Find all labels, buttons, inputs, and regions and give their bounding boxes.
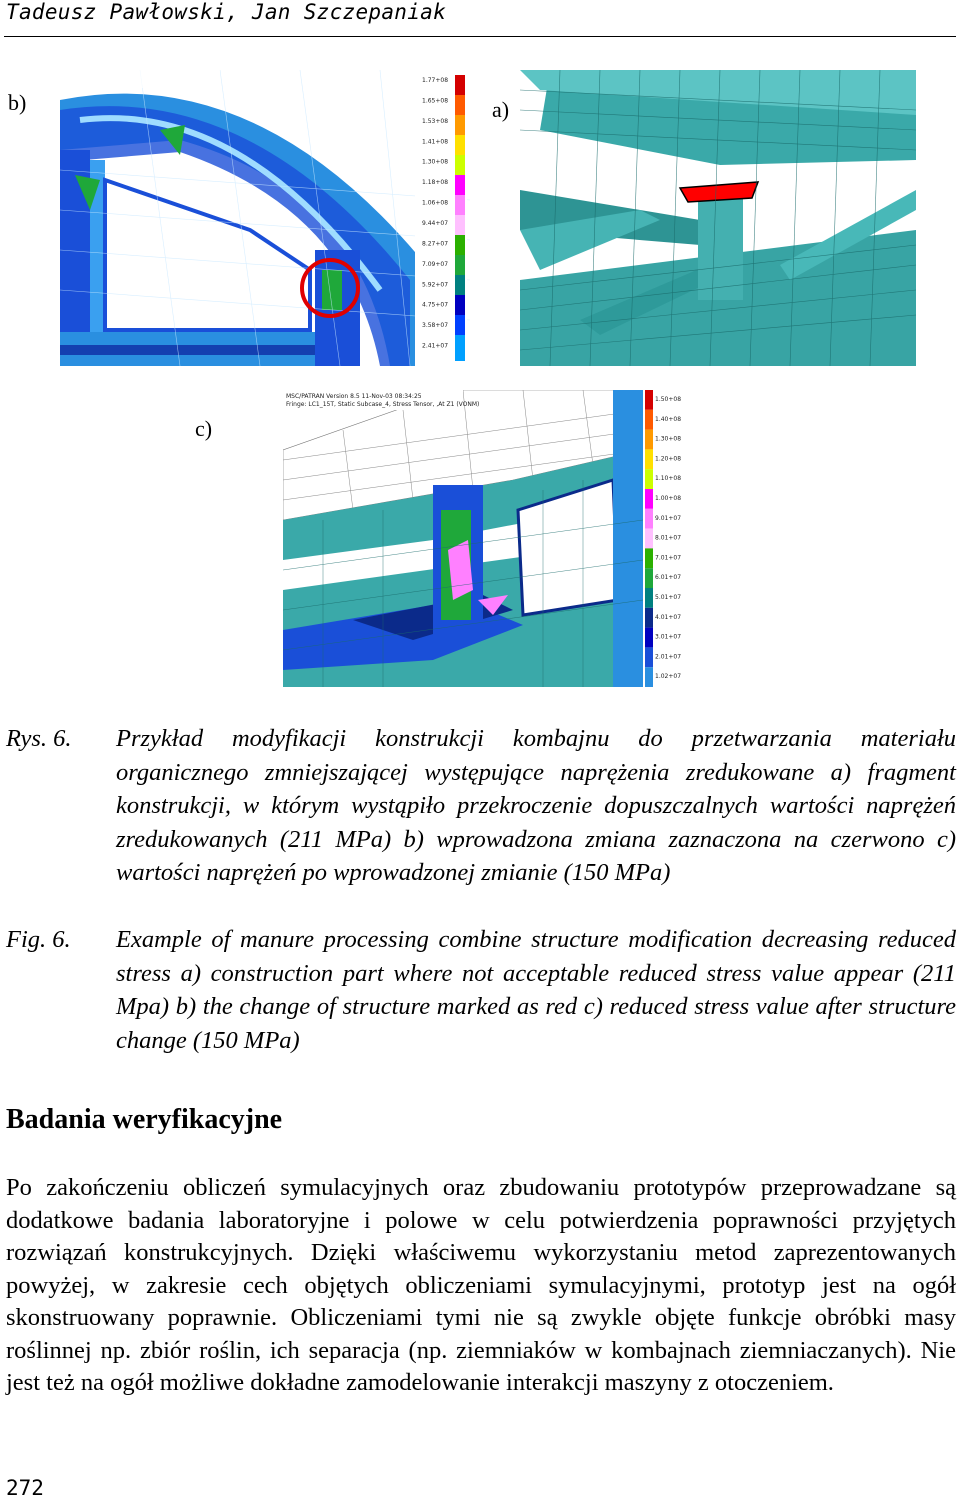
legend-c-swatch (645, 608, 653, 628)
legend-c-swatch (645, 568, 653, 588)
figure-panel-b (60, 70, 470, 366)
legend-c-label: 1.30+08 (655, 435, 682, 443)
legend-b-label: 2.41+07 (422, 342, 449, 350)
legend-b-label: 7.09+07 (422, 260, 449, 268)
stress-plot-after-image (283, 390, 683, 687)
legend-b-label: 1.77+08 (422, 77, 449, 84)
legend-c-swatch (645, 529, 653, 549)
legend-b-label: 1.06+08 (422, 199, 449, 207)
legend-c-label: 6.01+07 (655, 574, 682, 582)
legend-c-label: 1.40+08 (655, 415, 682, 423)
figure-panel-a (520, 70, 916, 366)
legend-c-swatch (645, 430, 653, 450)
legend-c-label: 1.02+07 (655, 673, 682, 681)
legend-c-swatch (645, 410, 653, 430)
legend-c-label: 1.10+08 (655, 475, 682, 483)
legend-b-label: 8.27+07 (422, 240, 449, 248)
panel-c-header-line2: Fringe: LC1_15T, Static Subcase_4, Stress Tensor, ,At Z1 (VONM) (286, 401, 480, 408)
legend-b-label: 1.65+08 (422, 97, 449, 105)
legend-c-label: 1.20+08 (655, 455, 682, 463)
legend-c-label: 5.01+07 (655, 594, 682, 601)
caption-pl-text: Przykład modyfikacji konstrukcji kombajnu do przetwarzania materiału organicznego zmniejszającej występujące naprężenia zredukowane a) fragment konstrukcji, w którym wystąpiło przekroczenie dopuszczalnych wartości naprężeń zredukowanych (211 MPa) b) wprowadzona zmiana zaznaczona na czerwono c) wartości naprężeń po wprowadzonej zmianie (150 MPa) (116, 725, 956, 886)
legend-c-label: 4.01+07 (655, 613, 682, 621)
header-rule (4, 36, 956, 37)
legend-b-label: 5.92+07 (422, 281, 449, 289)
legend-b-label: 9.44+07 (422, 220, 449, 227)
legend-c-label: 1.50+08 (655, 396, 682, 403)
panel-label-c: c) (195, 416, 213, 441)
legend-b-label: 1.41+08 (422, 138, 449, 146)
legend-c-swatch (645, 469, 653, 489)
legend-c-swatch (645, 509, 653, 529)
section-title: Badania weryfikacyjne (6, 1104, 283, 1135)
caption-en-text: Example of manure processing combine structure modification decreasing reduced stress a) construction part where not acceptable reduced stress value appear (211 Mpa) b) the change of structure marked as red c) reduced stress value after structure change (150 MPa) (116, 926, 956, 1054)
legend-c-swatch (645, 647, 653, 667)
caption-pl-label: Rys. 6. (6, 725, 72, 752)
legend-b-label: 1.53+08 (422, 117, 449, 125)
legend-c-swatch (645, 489, 653, 509)
legend-c-swatch (645, 628, 653, 648)
panel-label-b: b) (8, 90, 27, 115)
legend-c-label: 2.01+07 (655, 653, 682, 661)
legend-c-swatch (645, 667, 653, 687)
legend-c-swatch (645, 449, 653, 469)
legend-c-label: 3.01+07 (655, 633, 682, 641)
mesh-model-image (520, 70, 916, 366)
page-number: 272 (6, 1476, 44, 1500)
figure-panel-c (283, 390, 683, 687)
legend-c-swatch (645, 548, 653, 568)
legend-b-label: 3.58+07 (422, 322, 449, 330)
body-paragraph: Po zakończeniu obliczeń symulacyjnych oraz zbudowaniu prototypów przeprowadzane są dodatkowe badania laboratoryjne i polowe w celu potwierdzenia poprawności przyjętych rozwiązań konstrukcyjnych. Dzięki właściwemu wykorzystaniu metod zaprezentowanych powyżej, w zakresie cech objętych obliczeniami symulacyjnymi, prototyp jest na ogół skonstruowany poprawnie. Obliczeniami tymi nie są zwykle objęte funkcje obróbki masy roślinnej np. zbiór roślin, ich separacja (np. ziemniaków w kombajnach ziemniaczanych). Nie jest też na ogół możliwe dokładne zamodelowanie interakcji maszyny z otoczeniem. (6, 1174, 956, 1396)
legend-b-label: 4.75+07 (422, 301, 449, 309)
legend-c-label: 7.01+07 (655, 554, 682, 562)
running-head: Tadeusz Pawłowski, Jan Szczepaniak (6, 0, 447, 24)
panel-label-a: a) (492, 97, 510, 122)
legend-b-label: 1.30+08 (422, 158, 449, 166)
legend-c-swatch (645, 588, 653, 608)
caption-en-label: Fig. 6. (6, 926, 71, 953)
legend-c-label: 1.00+08 (655, 495, 682, 502)
panel-c-header-line1: MSC/PATRAN Version 8.5 11-Nov-03 08:34:25 (286, 393, 422, 400)
stress-legend-b (455, 75, 467, 361)
legend-c-label: 8.01+07 (655, 534, 682, 542)
legend-c-swatch (645, 390, 653, 410)
legend-c-label: 9.01+07 (655, 514, 682, 522)
stress-plot-image (60, 70, 470, 366)
legend-b-label: 1.18+08 (422, 179, 449, 187)
